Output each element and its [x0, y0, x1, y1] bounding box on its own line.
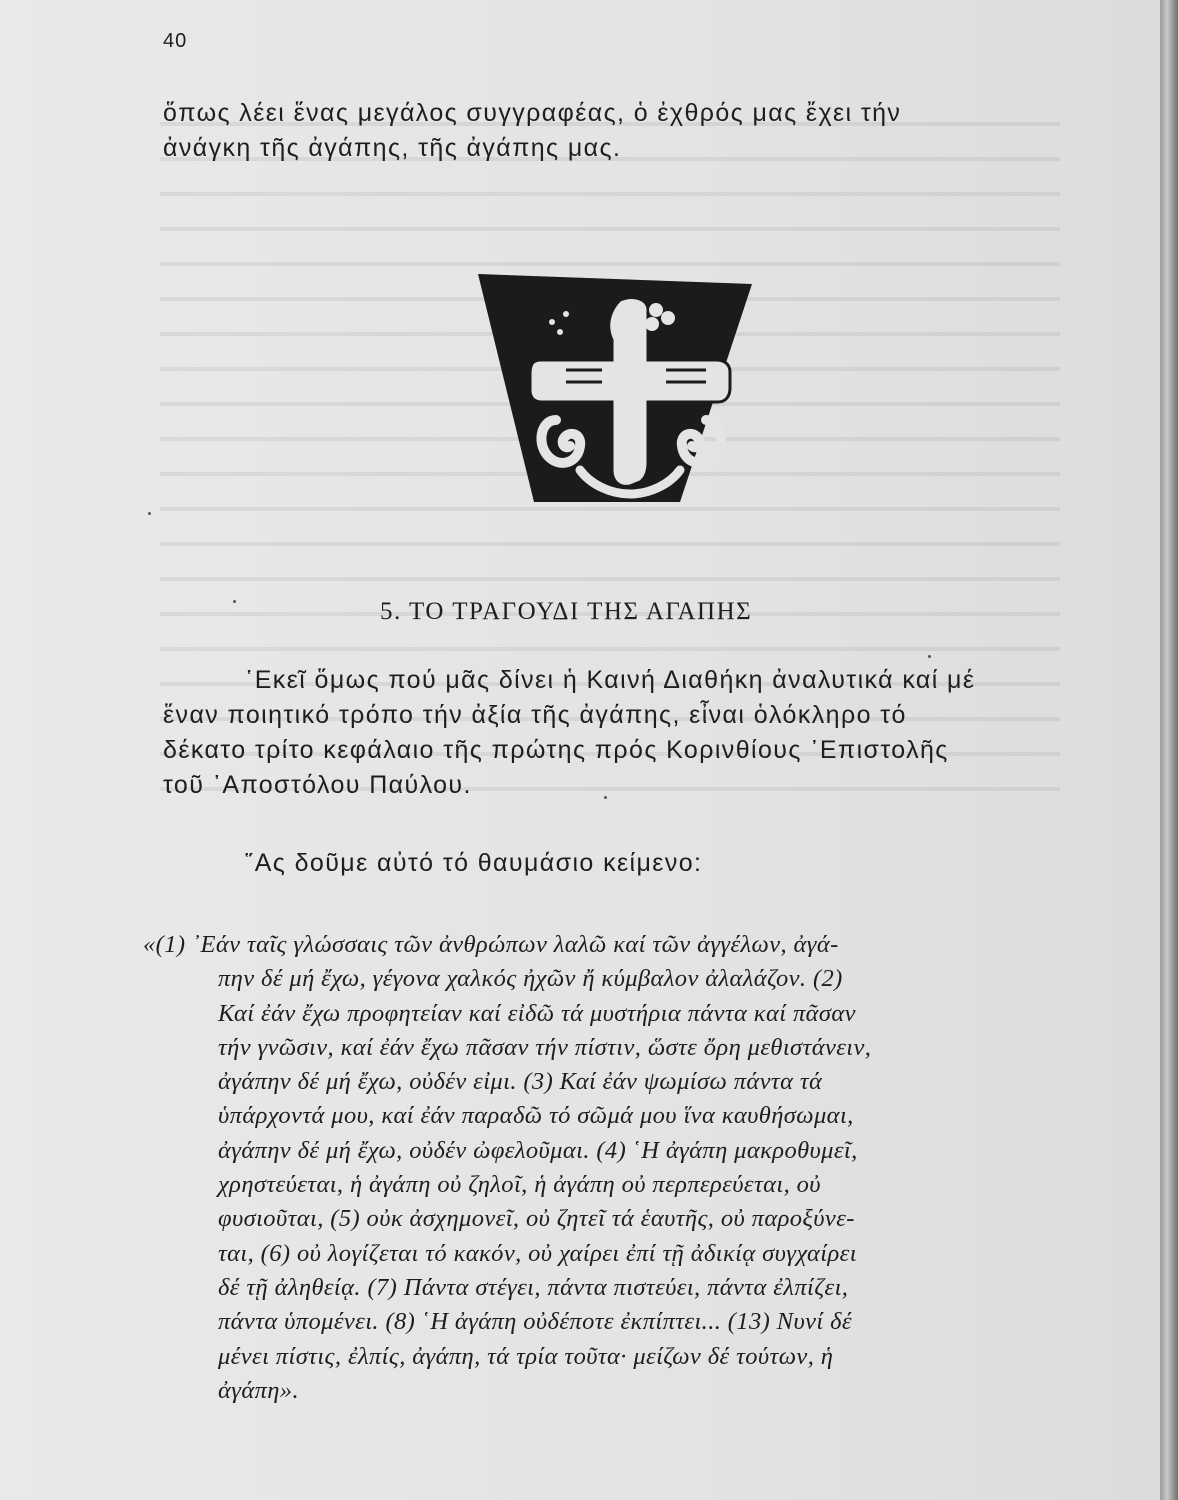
- print-speck: [148, 512, 151, 515]
- print-speck: [233, 600, 236, 603]
- quote-line: ται, (6) οὐ λογίζεται τό κακόν, οὐ χαίρει ἐπί τῇ ἀδικίᾳ συγχαίρει: [218, 1239, 857, 1267]
- quote-line: μένει πίστις, ἐλπίς, ἀγάπη, τά τρία τοῦτα· μείζων δέ τούτων, ἡ: [218, 1342, 834, 1370]
- cross-emblem: [470, 270, 752, 506]
- print-speck: [928, 655, 931, 658]
- quote-line: πην δέ μή ἔχω, γέγονα χαλκός ἠχῶν ἤ κύμβαλον ἀλαλάζον. (2): [218, 965, 843, 993]
- quote-line: ἀγάπην δέ μή ἔχω, οὐδέν ὠφελοῦμαι. (4) ῾Η ἀγάπη μακροθυμεῖ,: [218, 1136, 858, 1164]
- text-line: ἕναν ποιητικό τρόπο τήν ἀξία τῆς ἀγάπης, εἶναι ὁλόκληρο τό: [163, 701, 907, 729]
- body-paragraph: [163, 663, 1043, 803]
- quote-line: ἀγάπη».: [218, 1376, 299, 1404]
- quote-line: χρηστεύεται, ἡ ἀγάπη οὐ ζηλοῖ, ἡ ἀγάπη οὐ περπερεύεται, οὐ: [218, 1171, 821, 1199]
- text-line: ῾Εκεῖ ὅμως πού μᾶς δίνει ἡ Καινή Διαθήκη ἀναλυτικά καί μέ: [245, 666, 976, 694]
- section-title: 5. ΤΟ ΤΡΑΓΟΥΔΙ ΤΗΣ ΑΓΑΠΗΣ: [380, 598, 753, 625]
- print-speck: [604, 796, 607, 799]
- quote-line: ὑπάρχοντά μου, καί ἐάν παραδῶ τό σῶμά μου ἵνα καυθήσωμαι,: [218, 1102, 854, 1130]
- quote-line: τήν γνῶσιν, καί ἐάν ἔχω πᾶσαν τήν πίστιν, ὥστε ὄρη μεθιστάνειν,: [218, 1033, 872, 1061]
- quote-line: ἀγάπην δέ μή ἔχω, οὐδέν εἰμι. (3) Καί ἐάν ψωμίσω πάντα τά: [218, 1068, 823, 1096]
- text-line: ὅπως λέει ἕνας μεγάλος συγγραφέας, ὁ ἐχθρός μας ἔχει τήν: [163, 99, 902, 127]
- page-number: 40: [163, 30, 188, 52]
- intro-paragraph: [163, 96, 1043, 166]
- text-line: ῞Ας δοῦμε αὐτό τό θαυμάσιο κείμενο:: [245, 849, 703, 877]
- text-line: ἀνάγκη τῆς ἀγάπης, τῆς ἀγάπης μας.: [163, 134, 622, 162]
- scripture-quotation: [143, 928, 1058, 1408]
- quote-line: δέ τῇ ἀληθείᾳ. (7) Πάντα στέγει, πάντα πιστεύει, πάντα ἐλπίζει,: [218, 1273, 849, 1301]
- quote-line: Καί ἐάν ἔχω προφητείαν καί εἰδῶ τά μυστήρια πάντα καί πᾶσαν: [218, 999, 856, 1027]
- text-line: τοῦ ᾿Αποστόλου Παύλου.: [163, 771, 472, 799]
- lead-in: [163, 846, 1043, 881]
- page-edge: [1160, 0, 1178, 1500]
- quote-line: πάντα ὑπομένει. (8) ῾Η ἀγάπη οὐδέποτε ἐκπίπτει... (13) Νυνί δέ: [218, 1308, 852, 1336]
- text-line: δέκατο τρίτο κεφάλαιο τῆς πρώτης πρός Κορινθίους ᾿Επιστολῆς: [163, 736, 949, 764]
- quote-line: «(1) ᾿Εάν ταῖς γλώσσαις τῶν ἀνθρώπων λαλῶ καί τῶν ἀγγέλων, ἀγά-: [143, 931, 839, 958]
- quote-line: φυσιοῦται, (5) οὐκ ἀσχημονεῖ, οὐ ζητεῖ τά ἑαυτῆς, οὐ παροξύνε-: [218, 1205, 855, 1233]
